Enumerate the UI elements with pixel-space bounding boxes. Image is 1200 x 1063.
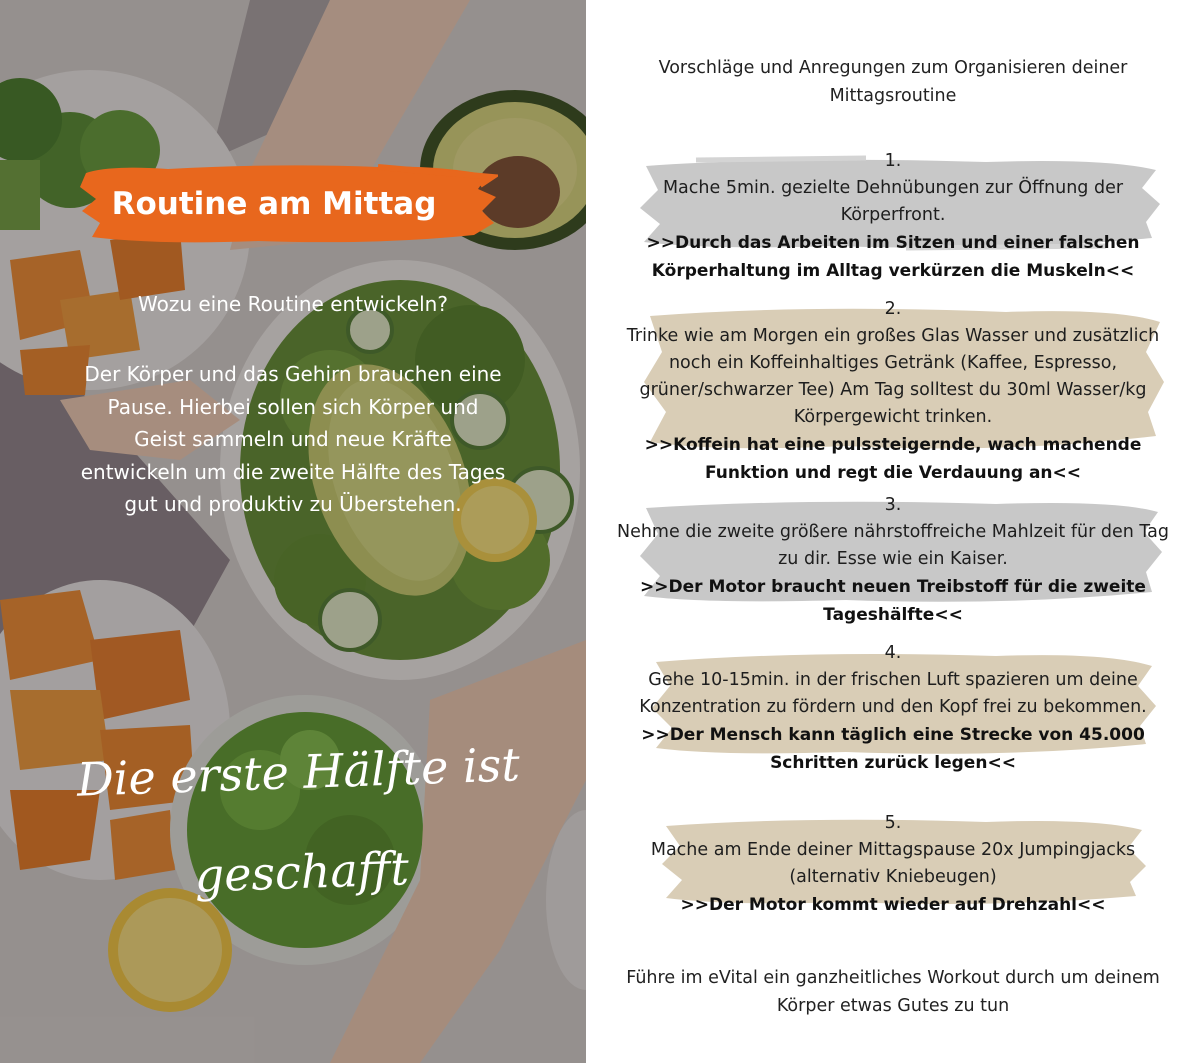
step-note: >>Durch das Arbeiten im Sitzen und einer falschen Körperhaltung im Alltag verkürzen die Muskeln<< xyxy=(646,233,1140,281)
step-4 xyxy=(586,640,1200,777)
step-text: Mache 5min. gezielte Dehnübungen zur Öffnung der Körperfront. xyxy=(662,178,1124,225)
step-number: 4. xyxy=(884,643,902,663)
script-line-1: Die erste Hälfte ist xyxy=(75,737,521,807)
page-title: Routine am Mittag xyxy=(111,186,437,222)
step-2 xyxy=(586,296,1200,487)
step-4-content xyxy=(608,640,1178,777)
left-photo-panel xyxy=(0,0,586,1063)
left-body-text: Der Körper und das Gehirn brauchen eine Pause. Hierbei sollen sich Körper und Geist sammeln und neue Kräfte entwickeln um die zweite Hälfte des Tages gut und produktiv zu Überstehen. xyxy=(80,362,506,516)
step-text: Nehme die zweite größere nährstoffreiche Mahlzeit für den Tag zu dir. Esse wie ein Kaiser. xyxy=(616,522,1169,569)
step-1-content xyxy=(608,148,1178,285)
step-3 xyxy=(586,492,1200,629)
step-number: 1. xyxy=(884,151,902,171)
left-question: Wozu eine Routine entwickeln? xyxy=(138,292,448,316)
step-note: >>Der Mensch kann täglich eine Strecke von 45.000 Schritten zurück legen<< xyxy=(641,725,1145,773)
script-line-2: geschafft xyxy=(193,841,410,903)
step-number: 5. xyxy=(884,813,902,833)
step-note: >>Koffein hat eine pulssteigernde, wach machende Funktion und regt die Verdauung an<< xyxy=(644,435,1142,483)
intro-text: Vorschläge und Anregungen zum Organisieren deiner Mittagsroutine xyxy=(658,58,1128,106)
step-number: 2. xyxy=(884,299,902,319)
title-banner xyxy=(78,163,498,245)
step-note: >>Der Motor kommt wieder auf Drehzahl<< xyxy=(680,895,1106,915)
step-text: Gehe 10-15min. in der frischen Luft spazieren um deine Konzentration zu fördern und den Kopf frei zu bekommen. xyxy=(639,670,1147,717)
step-5-content xyxy=(608,810,1178,919)
outro-text: Führe im eVital ein ganzheitliches Workout durch um deinem Körper etwas Gutes zu tun xyxy=(626,968,1160,1016)
step-2-content xyxy=(608,296,1178,487)
right-text-panel xyxy=(586,0,1200,1063)
step-1 xyxy=(586,148,1200,285)
step-text: Mache am Ende deiner Mittagspause 20x Jumpingjacks (alternativ Kniebeugen) xyxy=(650,840,1136,887)
step-5 xyxy=(586,810,1200,919)
step-number: 3. xyxy=(884,495,902,515)
script-caption xyxy=(67,714,534,930)
step-3-content xyxy=(608,492,1178,629)
step-note: >>Der Motor braucht neuen Treibstoff für die zweite Tageshälfte<< xyxy=(640,577,1146,625)
step-text: Trinke wie am Morgen ein großes Glas Wasser und zusätzlich noch ein Koffeinhaltiges Getränk (Kaffee, Espresso, grüner/schwarzer Tee) Am Tag solltest du 30ml Wasser/kg Körpergewicht trinken. xyxy=(626,326,1160,427)
